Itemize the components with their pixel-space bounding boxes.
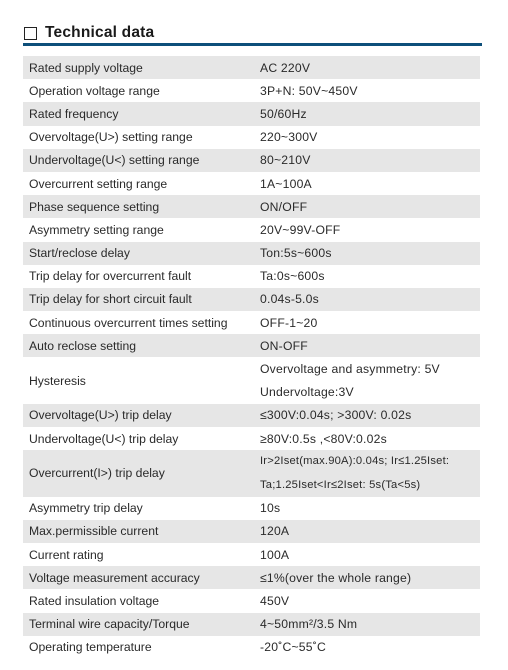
row-value: ON-OFF [260,338,308,353]
row-value: 120A [260,524,290,539]
technical-data-table [23,56,480,659]
table-row [23,450,480,496]
row-value [253,450,480,496]
row-label: Start/reclose delay [29,246,130,261]
row-value: 450V [260,593,290,608]
table-row [23,195,480,218]
row-value: ≤1%(over the whole range) [260,570,412,585]
row-label: Rated insulation voltage [29,593,160,608]
row-value: Ta:0s~600s [260,269,325,284]
table-row [23,172,480,195]
table-row [23,334,480,357]
row-label: Overcurrent(I>) trip delay [29,466,165,481]
table-row [23,102,480,125]
table-row [23,520,480,543]
row-label: Continuous overcurrent times setting [29,315,228,330]
row-value-line: Ir>2Iset(max.90A):0.04s; Ir≤1.25Iset: [260,455,450,468]
row-value [253,357,480,403]
row-label: Operating temperature [29,640,152,655]
row-value: ≤300V:0.04s; >300V: 0.02s [260,408,412,423]
row-value: AC 220V [260,60,311,75]
row-value: ≥80V:0.5s ,<80V:0.02s [260,431,387,446]
row-label: Auto reclose setting [29,338,137,353]
row-value: 220~300V [260,130,318,145]
table-row [23,218,480,241]
row-value: 100A [260,547,290,562]
table-row [23,242,480,265]
row-label: Terminal wire capacity/Torque [29,617,190,632]
table-row [23,288,480,311]
row-label: Rated frequency [29,106,119,121]
row-value: 80~210V [260,153,311,168]
row-label: Trip delay for overcurrent fault [29,269,192,284]
table-row [23,589,480,612]
row-label: Asymmetry trip delay [29,501,143,516]
table-row [23,566,480,589]
table-row [23,311,480,334]
row-value: 50/60Hz [260,106,307,121]
row-value: 20V~99V-OFF [260,222,341,237]
row-value: 3P+N: 50V~450V [260,83,358,98]
section-title: Technical data [45,24,155,41]
row-value: 10s [260,501,281,516]
table-row [23,404,480,427]
table-row [23,543,480,566]
row-value: OFF-1~20 [260,315,318,330]
row-label: Asymmetry setting range [29,222,164,237]
row-value: 1A~100A [260,176,312,191]
row-label: Undervoltage(U<) setting range [29,153,200,168]
row-label: Current rating [29,547,104,562]
row-label: Phase sequence setting [29,199,160,214]
row-value: 0.04s-5.0s [260,292,319,307]
row-label: Overvoltage(U>) setting range [29,130,193,145]
header-divider [23,43,482,46]
table-row [23,149,480,172]
row-label: Hysteresis [29,373,86,388]
row-label: Operation voltage range [29,83,160,98]
row-value-line: Undervoltage:3V [260,385,354,400]
checkbox-icon [24,27,37,40]
table-row [23,126,480,149]
row-value: -20˚C~55˚C [260,640,327,655]
row-value: 4~50mm²/3.5 Nm [260,617,358,632]
table-row [23,427,480,450]
row-value-line: Ta;1.25Iset<Ir≤2Iset: 5s(Ta<5s) [260,478,421,491]
row-value: ON/OFF [260,199,308,214]
table-row [23,56,480,79]
row-label: Voltage measurement accuracy [29,570,200,585]
table-row [23,79,480,102]
row-value: Ton:5s~600s [260,246,332,261]
row-label: Rated supply voltage [29,60,143,75]
table-row [23,613,480,636]
table-row [23,357,480,403]
row-label: Max.permissible current [29,524,159,539]
row-label: Undervoltage(U<) trip delay [29,431,179,446]
row-value-line: Overvoltage and asymmetry: 5V [260,362,440,377]
table-row [23,265,480,288]
row-label: Overvoltage(U>) trip delay [29,408,172,423]
row-label: Overcurrent setting range [29,176,168,191]
table-row [23,636,480,659]
row-label: Trip delay for short circuit fault [29,292,192,307]
table-row [23,497,480,520]
